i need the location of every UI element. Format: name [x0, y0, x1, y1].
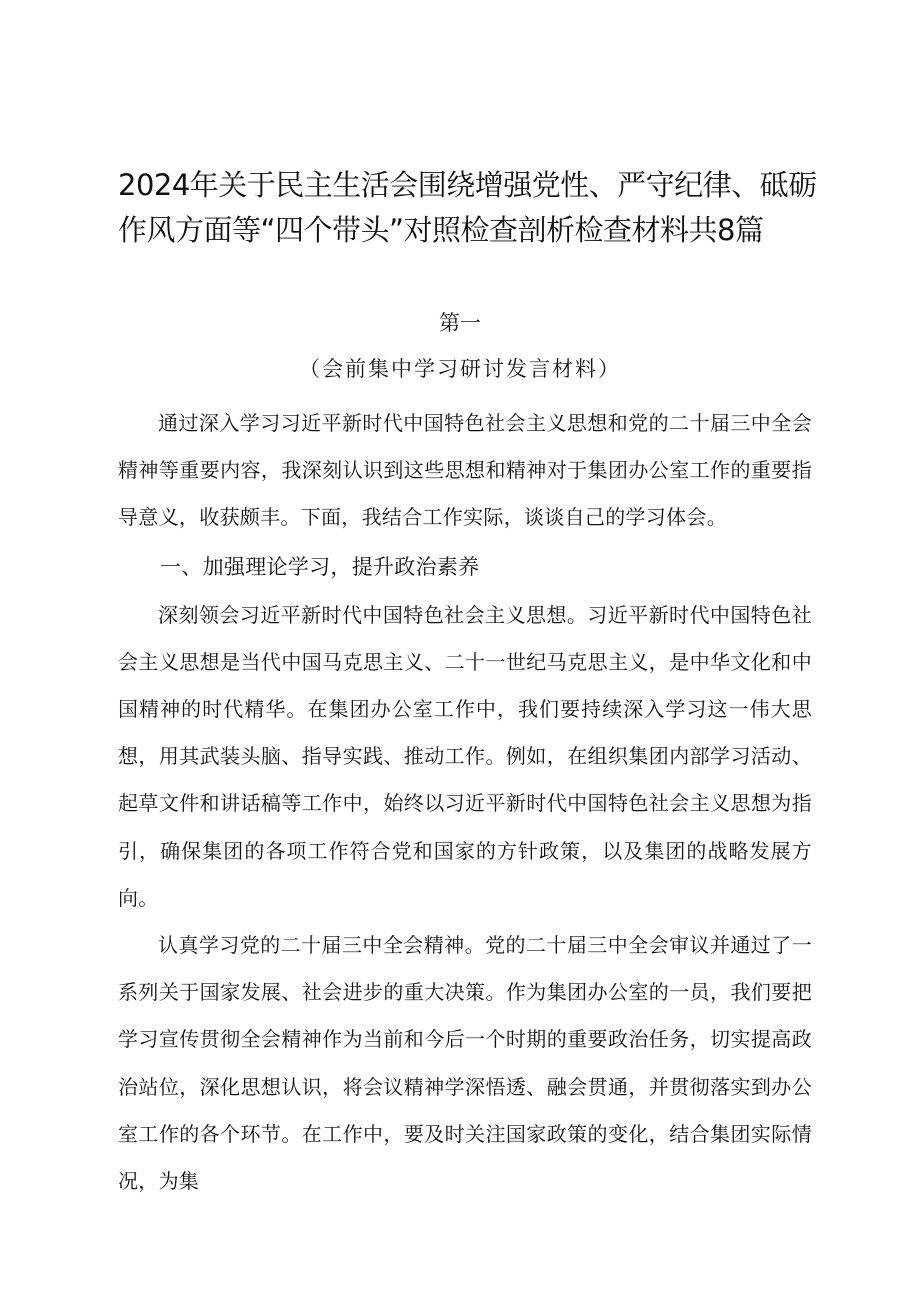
section-number: 第一	[439, 311, 481, 335]
document-title: 2024年关于民主生活会围绕增强党性、严守纪律、砥砺作风方面等“四个带头”对照检查剖析检查材料共8篇	[118, 168, 817, 247]
document-body	[118, 400, 812, 1205]
body-paragraph: 深刻领会习近平新时代中国特色社会主义思想。习近平新时代中国特色社会主义思想是当代中国马克思主义、二十一世纪马克思主义，是中华文化和中国精神的时代精华。在集团办公室工作中，我们要持续深入学习这一伟大思想，用其武装头脑、指导实践、推动工作。例如，在组织集团内部学习活动、起草文件和讲话稿等工作中，始终以习近平新时代中国特色社会主义思想为指引，确保集团的各项工作符合党和国家的方针政策，以及集团的战略发展方向。	[118, 602, 812, 910]
intro-paragraph: 通过深入学习习近平新时代中国特色社会主义思想和党的二十届三中全会精神等重要内容，我深刻认识到这些思想和精神对于集团办公室工作的重要指导意义，收获颇丰。下面，我结合工作实际，谈谈自己的学习体会。	[118, 411, 812, 530]
section-subtitle: （会前集中学习研讨发言材料）	[299, 357, 621, 381]
section-heading: 一、加强理论学习，提升政治素养	[160, 554, 480, 579]
body-paragraph: 认真学习党的二十届三中全会精神。党的二十届三中全会审议并通过了一系列关于国家发展、社会进步的重大决策。作为集团办公室的一员，我们要把学习宣传贯彻全会精神作为当前和今后一个时期的重要政治任务，切实提高政治站位，深化思想认识，将会议精神学深悟透、融会贯通，并贯彻落实到办公室工作的各个环节。在工作中，要及时关注国家政策的变化，结合集团实际情况，为集	[118, 933, 812, 1194]
